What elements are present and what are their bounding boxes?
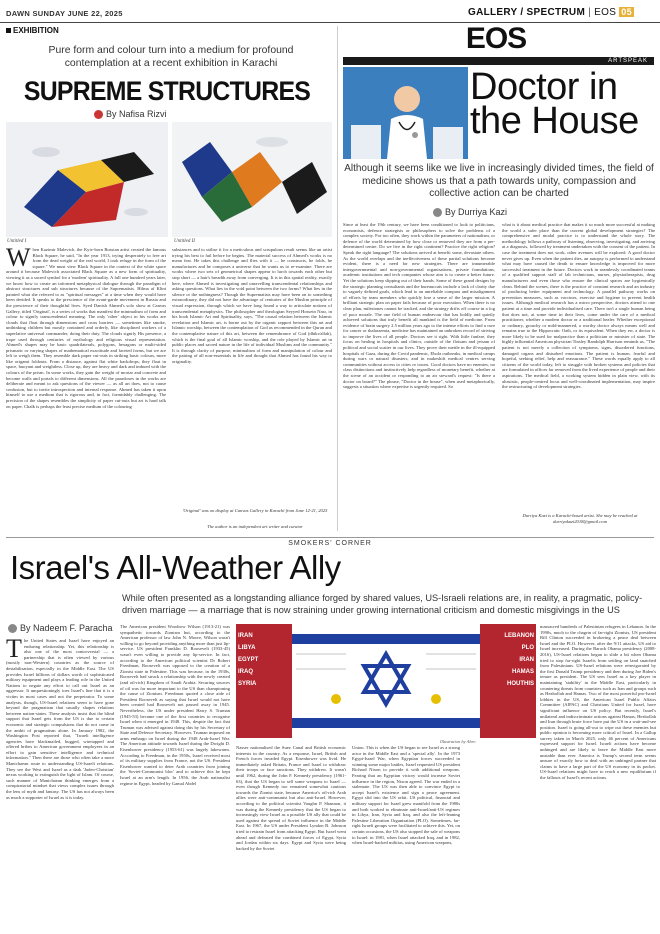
tag-square-icon [6,28,11,33]
smokers-body-col1 [6,638,114,930]
flag-label: EGYPT [238,657,259,663]
exhibition-section-tag [6,26,59,35]
artspeak-col1-text: Since at least the 19th century, we have been conditioned to look to politicians, economists, defence strategists or philosophers to solve the problems of a complex society. For too often, they work within the parameters of nationalism, or defence of the world determined by how close or removed they are from a pre-determined centre. Do we live in the right continent? Practice the right religion? Speak the right language? The solutions arrived at benefit some, devastate others. As the world overlaps and the ineffectiveness of these partial solutions become evident, there is a need for new strategies. There are innumerable intergovernmental and non-governmental organisations, private foundations, academic institutions and tech companies whose aim is to create a better future. Yet the solutions keep slipping out of their hands. Some of these grand designs by the strategic planning consultants and the bureaucrats include a lack of clarity due to vaguely defined goals, which lead to an unreliable compass and misalignment of efforts by team members who quickly lose a sense of the larger mission. A brilliant strategic plan on paper fails because of poor execution. When there is no clear plan, milestones cannot be tracked, and the strategy drifts off course in a fog of poor morale. The one field of human endeavour that has boldly and quietly achieved solutions that truly benefit all mankind is the field of medicine. From evidence of brain surgery 2.5 million years ago to the intense efforts to find a cure for cancer or thalassemia, medicine has maintained an unbroken record of striving to improve the lives of all people. Doctors see it right. With little fanfare, they focus on healing in hospitals and clinics, outside of the flotsam and jetsam of political and social scatter in our lives. They prove their mettle in the ill-equipped hospitals of Gaza, during the Covid pandemic, Ebola outbreaks, in medical camps during wars or natural disasters, and in makeshift medical centres serving communities without access to cities or towns. Good doctors have no enemies, no class distinctions and instinctively help regardless of monetary benefit, whether at the scene of an accident or responding to an air steward's request: "Is there a doctor on board?" The phrase, "Doctor in the house", when used metaphorically, suggests a situation where expertise is urgently required. So [343,222,495,390]
smokers-body-col2 [120,624,230,930]
flag-label: IRAQ [238,669,253,675]
exhibition-title: SUPREME STRUCTURES [23,76,311,106]
flag-label: LEBANON [504,633,534,639]
flag-illustration [236,624,536,738]
artspeak-body-col1 [343,222,495,522]
exhibition-body-col1 [6,247,166,547]
artwork-untitled-1 [6,122,168,237]
flag-label: IRAN [238,633,253,639]
artspeak-tag: ARTSPEAK [343,57,654,65]
flag-label: HOUTHIS [507,681,534,687]
masthead [0,0,660,24]
flag-left-labels [238,630,288,690]
artwork-untitled-2-graphic [172,122,332,237]
smokers-deck: While often presented as a longstanding alliance forged by shared values, US-Israeli relations are, in reality, a pragmatic, policy-driven marriage — a marriage that is now straining under growing international criticism and domestic misgivings in the US [122,593,643,615]
exhibition-author-note: The author is an independent art writer and curator [207,524,303,529]
smokers-col1-text: he United States and Israel have enjoyed an enduring relationship. Yet, this relationship is also one of the most controversial — a partnership that is often viewed by various (mostly non-Western) countries as the source of destabilisation, especially in the Middle East. The US provides Israel billions of dollars worth of sophisticated military equipment and plays a leading role in the United Nations to negate any effort to call out Israel as an aggressor. It unquestioningly toes Israel's line that it is a victim in most cases and not the perpetrator. To some analysts, though, US-Israel relations seem to have gone beyond the pragmatism that usually shapes relations between nation-states. These analysts insist that the blind support that Israel gets from the US is due to certain economic and strategic compulsions that do not come in the ambit of pragmatism alone. In January 1982, the Washington Post reported that, "Israeli intelligence agencies have blackmailed, bugged, wiretapped and offered bribes to American government employees in an effort to gain sensitive intelligence and technical information." Then there are those who often take a more Manichaean route to understanding US-Israeli relations. They see the West and Israel as a dark 'Judeo-Christian' nexus working to extinguish the light of Islam. Of course, such manner of Manichaean thinking emerges from a conspiratorial mindset that views complex issues through the lens of myth and fantasy. The US has not always been as much a supporter of Israel as it is today. [6,638,114,800]
smokers-dropcap: T [6,638,22,663]
eos-logo: EOS [465,22,527,55]
illustration-credit: Illustration by Abro [440,739,476,744]
smokers-title: Israel's All-Weather Ally [10,549,341,586]
caption-untitled-1: Untitled I [7,239,27,244]
flag-label: PLO [521,645,534,651]
flag-label: SYRIA [238,681,257,687]
exhibition-col1-text: hen Kazimir Malevich, the Kyiv-born Russian artist created the famous Black Square, he said, "In the year 1913, trying desperately to free art from the dead weight of the real world, I took refuge in the form of the square." We must view Black Square in the context of the white space around it because Malevich associated Black Square as a new form of spirituality, viewing it as a sacred symbol for a 'modern' spirituality. A full one hundred years later, we know how to create an informed metaphysical dialogue through the paradigm of abstract structures and sub structures because of the Suprematists. Hilma af Klint painted what she referred to as "spiritual messages" at a time when they would have been derided. It speaks to the prescience of the avant-garde movement in Russia and the prescience of their thoughtful lives. Syed Danish Ahmed's solo show at Canvas Gallery, titled 'Original', is a series of works that manifest the minimalism of form and colour to signify transcendental meaning. The only 'other' object in his works are clouds that float through dimensions and cross barriers — sometimes like smoke, unthinking children but mostly contained and orderly, like disciplined workers of a superlative universal commander, doing their duty. The clouds signify His presence, a trope used through centuries of mythology and religious visual representation. Ahmed's shapes may be basic quadrilaterals, polygons, hexagons or multi-sided prismatic or varying shapes of mathematical exactitude and faceted forms, but we are left to weigh them. They resemble dark paper cut-outs in striking basic colours, more like origami foldouts. From a distance, against flat white backdrops, they float in space, buoyant and weightless. Close up, they are heavy and dark and imbued with the colours of the prism. In some works, they gain the weight of mortar and concrete and become walls and portals to different dimensions. All the paradoxes in the works are deliberate and meant to ask questions of the viewer — as all art does, not to cause confusion, but to invite introspection and internal response. Ahmed has taken it upon himself to use a medium that is rigorous and, in fact, formidably challenging. The precision of the shapes resembles the simplicity of paper cut-outs but art is hard talk on paper. Chalk is perhaps the least precise medium of the colouring [6,247,166,409]
flag-label: IRAN [519,657,534,663]
smokers-section-tag: SMOKERS' CORNER [288,540,372,547]
smokers-col2-text: The American president Woodrow Wilson (1913-21) was sympathetic towards Zionism but, according to the American professor of law John N. Moore, Wilson wasn't willing to go beyond providing anything more than just lip-service. US president Franklin D. Roosevelt (1933-45) wasn't even willing to provide any lip-service. In fact, according to the American political scientist Dr Robert Freedman, Roosevelt was opposed to the creation of a Zionist state in Palestine. This was because, in the 1930s, Roosevelt had struck a relationship with the newly created (and oil-rich) Kingdom of Saudi Arabia. Securing sources of oil was far more important to the US than championing the cause of Zionism. Freedman quoted a close aide of President Roosevelt as saying that Israel would not have been created had Roosevelt not passed away in 1945. Nevertheless, the US under president Harry S. Truman (1945-53) became one of the first countries to recognise Israel when it emerged in 1948. This, despite the fact that Truman was advised against doing this by his Secretary of State and Defence Secretary. However, Truman imposed an arms embargo on Israel during the 1948 Arab-Israel War. The American attitude towards Israel during the Dwight D. Eisenhower presidency (1953-61) was largely lukewarm. According to Freedman, in the 1950s, Israel received most of its military supplies from France, not the US. President Eisenhower wanted to deter Arab countries from joining the 'Soviet-Communist bloc' and to achieve this he kept Israel at an arm's length. In 1956, the Arab nationalist regime in Egypt, headed by Gamal Abdel [120,624,230,786]
flag-label: HAMAS [512,669,534,675]
exhibition-byline-text: By Nafisa Rizvi [106,109,167,119]
exhibition-section-label: EXHIBITION [13,26,59,35]
artspeak-byline [433,207,507,217]
exhibition-deck: Pure form and colour turn into a medium for profound contemplation at a recent exhibition in Karachi [48,45,294,69]
artwork-untitled-2 [172,122,332,237]
artspeak-byline-text: By Durriya Kazi [445,207,508,217]
flag-label: LIBYA [238,645,256,651]
artwork-untitled-1-graphic [6,122,168,237]
artspeak-author-note: Durriya Kazi is a Karachi-based artist. She may be reached at durriyakazi2018@gmail.com [522,513,638,524]
masthead-rule [0,22,660,23]
artspeak-body-col2 [502,222,655,512]
smokers-body-col3 [236,745,346,930]
smokers-col5-text: massacred hundreds of Palestinian refugees in Lebanon. In the 1990s, much to the chagrin of far-right Zionists, US president Bill Clinton succeeded in brokering a peace deal between Israel and the PLO. However, after the 9/11 attacks, US aid to Israel increased. During the Barack Obama presidency (2008-2016), US-Israel relations began to slide a bit when Obama tried to stop far-right Israelis from settling on land snatched from Palestinians. US-Israel relations were reinvigorated by the first Donald Trump presidency and then during Joe Biden's tenure as president. The US sees Israel as a key player in maintaining 'stability' in the Middle East, particularly in countering threats from countries such as Iran and groups such as Hezbollah and Hamas. Two of the most powerful pro-Israel lobbies in the US, the American Israel Public Affairs Committee (AIPAC) and Christians United for Israel, have significant influence on US policy. But recently, Israel's unilateral and indiscriminate actions against Hamas, Hezbollah and Iran through brute force have put the US in a wait-and-see position. Israel is going all-out to wipe out these enemies but public opinion is becoming more critical of Israel. In a Gallup survey taken in March 2025, only 46 percent of Americans expressed support for Israel. Israeli actions have become unhinged and are likely to leave the Middle East more unstable than ever. America is Trump's second term seems unsure of exactly how to deal with an unhinged partner that claims to have a large part of the US economy in its pocket. US-Israel relations might have to reach a new equilibrium if the fallouts of Israel's recent actions. [540,624,656,781]
caption-untitled-2: Untitled II [174,239,195,244]
smokers-byline-text: By Nadeem F. Paracha [20,623,113,633]
masthead-section-label: GALLERY / SPECTRUM [468,7,586,18]
author-avatar-icon [433,208,442,217]
column-divider [337,26,338,531]
smokers-rule [6,537,654,538]
exhibition-col2-text: substances and to utilise it for a meticulous and scrupulous result seems like an artist trying his best to fail before he begins. The material success of Ahmed's works is no mean feat. He takes this challenge and flies with it — he constructs, he folds, he manufactures and he composes a universe that he wants us to re-examine. There are works where two sets of geometrical shapes appear to lurch towards each other but stop short — a hair's breadth away from converging. It is in this spatial reality, exactly here, where Ahmed is investigating and unravelling transcendental relationships and asking questions. What lies in the void point between the two forms? What lies in the silence or the nothingness? Though the Suprematists may have been on to something extraordinary, they did not have the advantage of centuries of the Muslim principle of visual expression, through which we have long found a way to articulate notions of transcendental metaphysics. The philosopher and theologian Seyyed Hossein Nasr, in his book Islamic Art and Spirituality, says, "The causal relation between the Islamic revelation and Islamic art, is borne out by the organic rapport between this art and Islamic worship, between the contemplation of God as recommended in the Quran and the contemplative nature of this art, between the remembrance of God (dhikr/allah), which is the final goal of all Islamic worship, and the role played by Islamic art in public places and sacred nature in the life of individual Muslims and the community." It is through clarity of purpose, minimalism of form and manipulation of colour and the pairing of all non-essentials in life and thought that Ahmed has found his way to originality. [172,247,332,364]
smokers-col4-text: Union. This is when the US began to see Israel as a strong actor in the Middle East and a 'special ally'. In the 1973 Egypt-Israel War, when Egyptian forces succeeded in winning some major battles, Israel requested US president Richard Nixon to provide it with additional weapons. Fearing that an Egyptian victory would increase Soviet influence in the region, Nixon agreed. The war ended in a stalemate. The US was then able to convince Egypt to accept Israel's existence and sign a peace agreement. Egypt slid into the US orbit. US political, financial and military support for Israel grew manifold from the 1980s and both worked to eliminate anti-Israel/anti-US regimes in Libya, Iran, Syria and Iraq, and also the left-leaning Palestine Liberation Organisation (PLO). Sometimes, far-right Israeli groups were facilitated to achieve this. Yet, on certain occasions, the US also stopped the sale of weapons to Israel: in 1981, when Israel attacked Iraq, and in 1982, when Israel-backed militias, using American weapons, [352,745,460,846]
masthead-date: DAWN SUNDAY JUNE 22, 2025 [6,9,123,18]
page-number: 05 [621,7,632,17]
exhibition-byline [94,109,167,119]
smokers-body-col5 [540,624,656,930]
author-avatar-icon [8,624,17,633]
pen-icon [94,110,103,119]
exhibition-display-note: 'Original' was on display at Canvas Gallery in Karachi from June 12-21, 2025 [182,508,328,513]
masthead-eos-label: EOS [594,7,617,18]
doctor-illustration [343,67,468,159]
doctor-illustration-graphic [343,67,468,159]
artspeak-deck: Although it seems like we live in increasingly divided times, the field of medicine shows us that a path towards unity, compassion and collective action can be charted [344,163,654,199]
smokers-byline [8,623,113,633]
smokers-body-col4 [352,745,460,930]
exhibition-dropcap: W [6,247,31,272]
smokers-col3-text: Nasser nationalised the Suez Canal and British economic interests in the country. As a response, Israel, British and French forces invaded Egypt. Eisenhower was livid. He immediately asked Britain, France and Israel to withdraw their troops or face sanctions. They withdrew. It wasn't until 1962, during the John F. Kennedy presidency (1961-63), that the US began to sell some weapons to Israel — even though Kennedy too remained somewhat cautious towards the Zionist state, because America's oil-rich Arab allies were anti-communist but also anti-Israel. However, according to the political scientist Vaughn P. Shannon, it was during the Kennedy presidency that the US began to increasingly view Israel as a possible US ally that could be used against the spread of Soviet influence in the Middle East. In 1967, the US under President Lyndon B. Johnson tried to restrain Israel from attacking Egypt. But Israel went ahead and defeated the combined forces of Egypt, Syria and Jordan within six days. Egypt and Syria were being backed by the Soviet [236,745,346,851]
artspeak-col2-text: what is it about medical practice that makes it so much more successful at making the world a safer place than the current global development strategies? The comprehensive and modal practice is to understand the whole story. The methodology follows a pathway of listening, observing, investigating, and arriving at a diagnosis, followed by treatment undertaken with the consent of the patient. In case the treatment does not work, other avenues will be explored. A good doctor never gives up. Even when the patient dies, an autopsy is performed to understand what may have caused the death to ensure knowledge is improved for more successful treatment in the future. Doctors work in seamlessly coordinated teams of a qualified support staff of lab technicians, nurses, physiotherapists, drug manufacturers and even those who ensure the clinical spaces are hygienically clean. Behind the scenes, there is the practice of constant research and an industry of producing better equipment and technology. A parallel pathway works on prevention measures, such as vaccines, exercise and hygiene to prevent health issues. Although medical research has a micro perspective, doctors attend to one patient at a time and provide individualised care. There isn't a single human being that does not, at some time in their lives, come under the care of a medical practitioner, whether a modern doctor or a traditional healer. Whether exceptional or ordinary, grouchy or mild-mannered, a worthy doctor always means well and remains true to the Hippocratic Oath, or its equivalent. When they err, a doctor is more likely to be sued for malpractice than a politician or minister of state. The highly influential American physician Tinsley Randolph Harrison reminds us, "The patient is not merely a collection of symptoms, signs, disordered functions, damaged organs and disturbed emotions. The patient is human, fearful and hopeful, seeking relief, help and reassurance." These words equally apply to all citizens of the world today, left to struggle with broken systems and policies that are formulated in offices far removed from the lived experience of people and their aspirations. The medical field, a working system hidden in plain view, with its altruistic, people-centred focus and well-coordinated implementation, may inspire the restructuring of development strategies. [502,222,655,390]
artspeak-title: Doctor in the House [470,66,639,142]
masthead-section: GALLERY / SPECTRUM | EOS 05 [468,7,632,18]
flag-right-labels [484,630,534,690]
exhibition-body-col2 [172,247,332,505]
